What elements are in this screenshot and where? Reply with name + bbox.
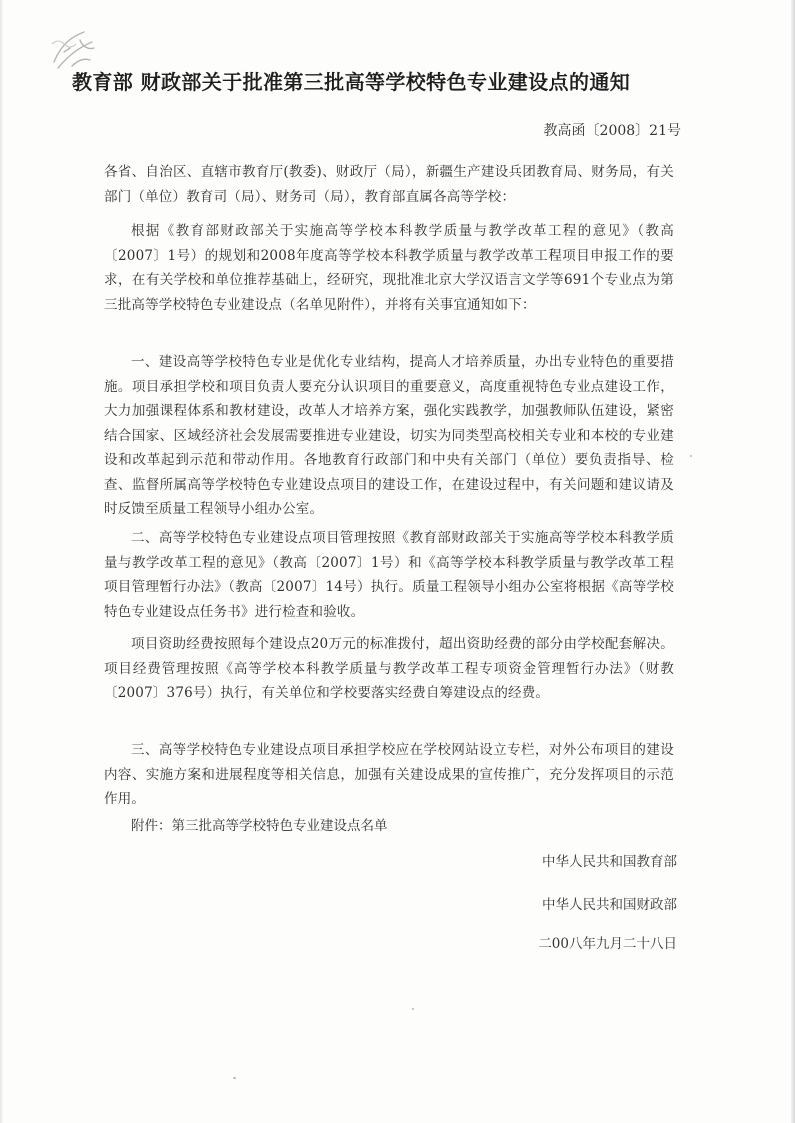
item-one-paragraph: 一、建设高等学校特色专业是优化专业结构，提高人才培养质量，办出专业特色的重要措施。项目承担学校和项目负责人要充分认识项目的重要意义，高度重视特色专业点建设工作，大力加强课程体系和教材建设，改革人才培养方案，强化实践教学，加强教师队伍建设，紧密结合国家、区域经济社会发展需要推进专业建设，切实为同类型高校相关专业和本校的专业建设和改革起到示范和带动作用。各地教育行政部门和中央有关部门（单位）要负责指导、检查、监督所属高等学校特色专业建设点项目的建设工作，在建设过程中，有关问题和建议请及时反馈至质量工程领导小组办公室。 xyxy=(104,354,674,517)
scan-speck xyxy=(690,455,692,457)
item-two-paragraph: 二、高等学校特色专业建设点项目管理按照《教育部财政部关于实施高等学校本科教学质量与教学改革工程的意见》（教高〔2007〕1号）和《高等学校本科教学质量与教学改革工程项目管理暂行办法》（教高〔2007〕14号）执行。质量工程领导小组办公室将根据《高等学校特色专业建设点任务书》进行检查和验收。 xyxy=(104,530,674,620)
signature-ministry-of-education: 中华人民共和国教育部 xyxy=(542,854,677,870)
intro-paragraph: 根据《教育部财政部关于实施高等学校本科教学质量与教学改革工程的意见》（教高〔2007〕1号）的规划和2008年度高等学校本科教学质量与教学改革工程项目申报工作的要求，在有关学校和单位推荐基础上，经研究，现批准北京大学汉语言文学等691个专业点为第三批高等学校特色专业建设点（名单见附件），并将有关事宜通知如下： xyxy=(104,223,674,313)
scan-right-edge xyxy=(791,0,795,1123)
recipients-paragraph: 各省、自治区、直辖市教育厅(教委)、财政厅（局），新疆生产建设兵团教育局、财务局，有关部门（单位）教育司（局）、财务司（局），教育部直属各高等学校： xyxy=(104,164,674,205)
signature-ministry-of-finance: 中华人民共和国财政部 xyxy=(542,897,677,913)
scan-speck xyxy=(412,1008,414,1010)
item-three-paragraph: 三、高等学校特色专业建设点项目承担学校应在学校网站设立专栏，对外公布项目的建设内容、实施方案和进展程度等相关信息，加强有关建设成果的宣传推广，充分发挥项目的示范作用。 xyxy=(104,742,674,807)
scan-left-edge xyxy=(0,0,3,1123)
signature-date: 二00八年九月二十八日 xyxy=(538,936,677,952)
funds-paragraph: 项目资助经费按照每个建设点20万元的标准拨付，超出资助经费的部分由学校配套解决。项目经费管理按照《高等学校本科教学质量与教学改革工程专项资金管理暂行办法》（财教〔2007〕376号）执行，有关单位和学校要落实经费自筹建设点的经费。 xyxy=(104,636,674,701)
scan-speck xyxy=(233,1077,236,1079)
document-number: 教高函〔2008〕21号 xyxy=(543,123,681,139)
attachment-note: 附件：第三批高等学校特色专业建设点名单 xyxy=(131,818,388,834)
page-title: 教育部 财政部关于批准第三批高等学校特色专业建设点的通知 xyxy=(72,70,631,94)
